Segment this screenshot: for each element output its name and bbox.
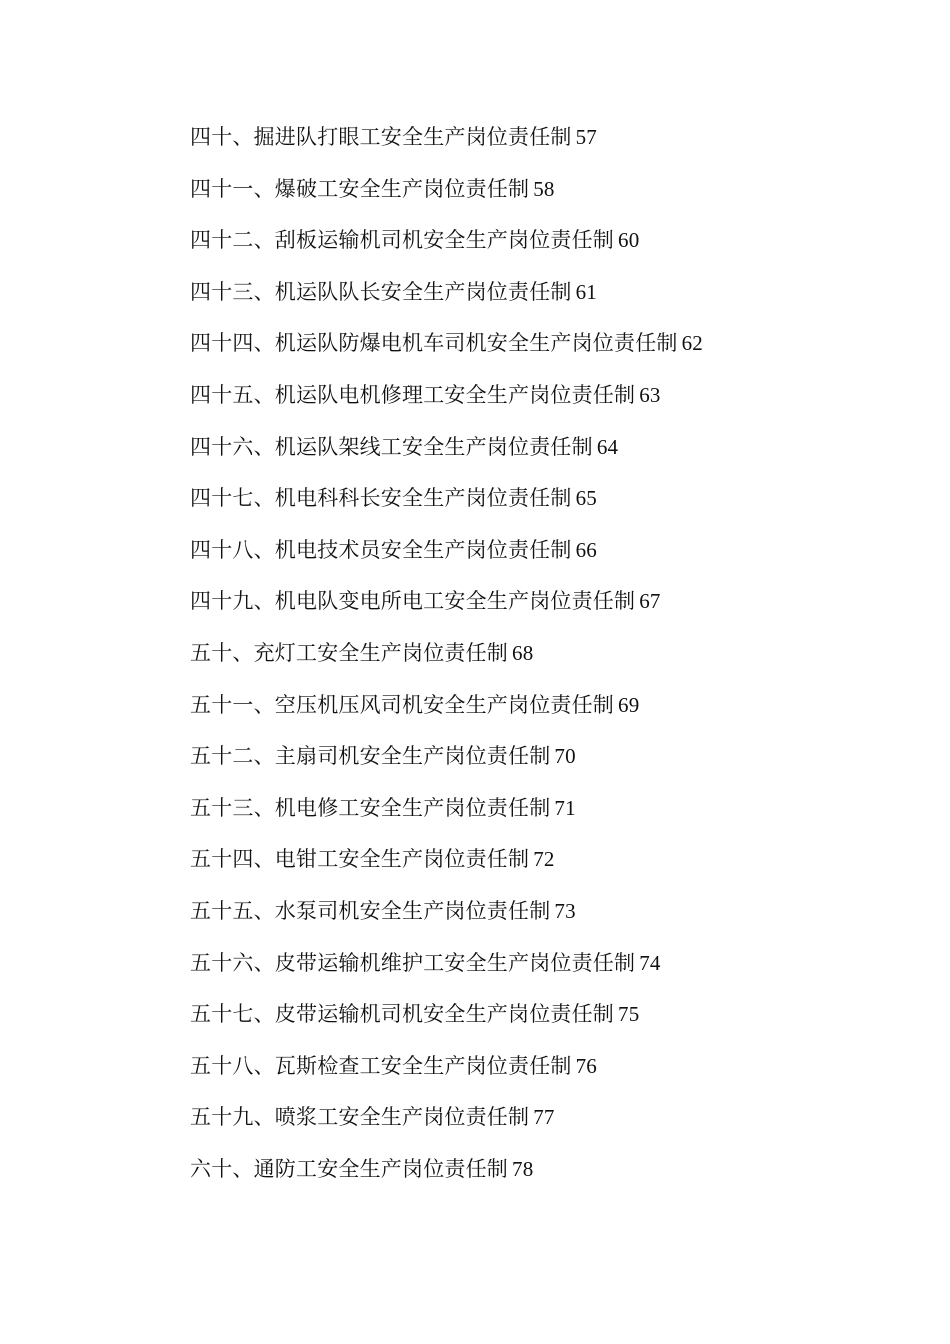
toc-entry-page: 71	[554, 795, 576, 820]
toc-entry-title: 五十七、皮带运输机司机安全生产岗位责任制	[190, 1002, 614, 1027]
toc-entry-page: 72	[533, 847, 555, 872]
toc-entry	[190, 1152, 890, 1204]
toc-entry-page: 77	[533, 1105, 555, 1130]
toc-entry	[190, 842, 890, 894]
toc-entry-page: 70	[554, 744, 576, 769]
toc-entry-title: 四十七、机电科科长安全生产岗位责任制	[190, 486, 572, 511]
toc-entry-page: 64	[596, 434, 619, 459]
toc-entry-page: 67	[639, 589, 661, 614]
toc-entry-title: 四十八、机电技术员安全生产岗位责任制	[190, 537, 572, 562]
table-of-contents	[190, 120, 890, 1203]
toc-entry-page: 62	[681, 331, 704, 356]
toc-entry-title: 四十、掘进队打眼工安全生产岗位责任制	[190, 125, 572, 149]
toc-entry-page: 61	[575, 279, 598, 304]
toc-entry-page: 74	[639, 950, 661, 975]
toc-entry-title: 五十二、主扇司机安全生产岗位责任制	[190, 744, 551, 769]
toc-entry-page: 75	[618, 1002, 640, 1027]
toc-entry	[190, 636, 890, 688]
toc-entry	[190, 172, 890, 224]
toc-entry	[190, 326, 890, 378]
toc-entry-page: 66	[575, 537, 598, 562]
toc-entry	[190, 946, 890, 998]
toc-entry	[190, 997, 890, 1049]
toc-entry	[190, 430, 890, 482]
toc-entry	[190, 688, 890, 740]
toc-entry-page: 73	[554, 898, 576, 923]
toc-entry	[190, 120, 890, 172]
toc-entry	[190, 223, 890, 275]
toc-entry-title: 四十五、机运队电机修理工安全生产岗位责任制	[190, 382, 636, 407]
toc-entry-page: 57	[575, 125, 598, 149]
toc-entry-page: 69	[618, 692, 640, 717]
toc-entry-title: 五十六、皮带运输机维护工安全生产岗位责任制	[190, 950, 636, 975]
toc-entry	[190, 894, 890, 946]
toc-entry-title: 四十二、刮板运输机司机安全生产岗位责任制	[190, 228, 614, 253]
toc-entry-title: 五十八、瓦斯检查工安全生产岗位责任制	[190, 1053, 572, 1078]
toc-entry	[190, 584, 890, 636]
toc-entry-title: 五十三、机电修工安全生产岗位责任制	[190, 795, 551, 820]
toc-entry	[190, 275, 890, 327]
toc-entry-title: 四十三、机运队队长安全生产岗位责任制	[190, 279, 572, 304]
toc-entry	[190, 378, 890, 430]
toc-entry-title: 四十四、机运队防爆电机车司机安全生产岗位责任制	[190, 331, 678, 356]
toc-entry	[190, 1049, 890, 1101]
toc-entry-title: 四十六、机运队架线工安全生产岗位责任制	[190, 434, 593, 459]
toc-entry	[190, 481, 890, 533]
toc-entry	[190, 739, 890, 791]
toc-entry-title: 六十、通防工安全生产岗位责任制	[190, 1156, 508, 1181]
toc-entry-title: 五十九、喷浆工安全生产岗位责任制	[190, 1105, 530, 1130]
toc-entry-page: 60	[618, 228, 640, 253]
toc-entry-title: 五十一、空压机压风司机安全生产岗位责任制	[190, 692, 614, 717]
toc-entry-title: 五十四、电钳工安全生产岗位责任制	[190, 847, 530, 872]
toc-entry-page: 58	[533, 176, 555, 201]
toc-entry-page: 68	[512, 640, 534, 665]
toc-entry-page: 65	[575, 486, 598, 511]
toc-entry	[190, 533, 890, 585]
toc-entry-title: 五十五、水泵司机安全生产岗位责任制	[190, 898, 551, 923]
toc-entry-title: 四十一、爆破工安全生产岗位责任制	[190, 176, 530, 201]
toc-entry-page: 63	[639, 382, 661, 407]
toc-entry-title: 五十、充灯工安全生产岗位责任制	[190, 640, 508, 665]
toc-entry	[190, 791, 890, 843]
toc-entry	[190, 1100, 890, 1152]
toc-entry-page: 76	[575, 1053, 598, 1078]
toc-entry-page: 78	[512, 1156, 534, 1181]
toc-entry-title: 四十九、机电队变电所电工安全生产岗位责任制	[190, 589, 636, 614]
